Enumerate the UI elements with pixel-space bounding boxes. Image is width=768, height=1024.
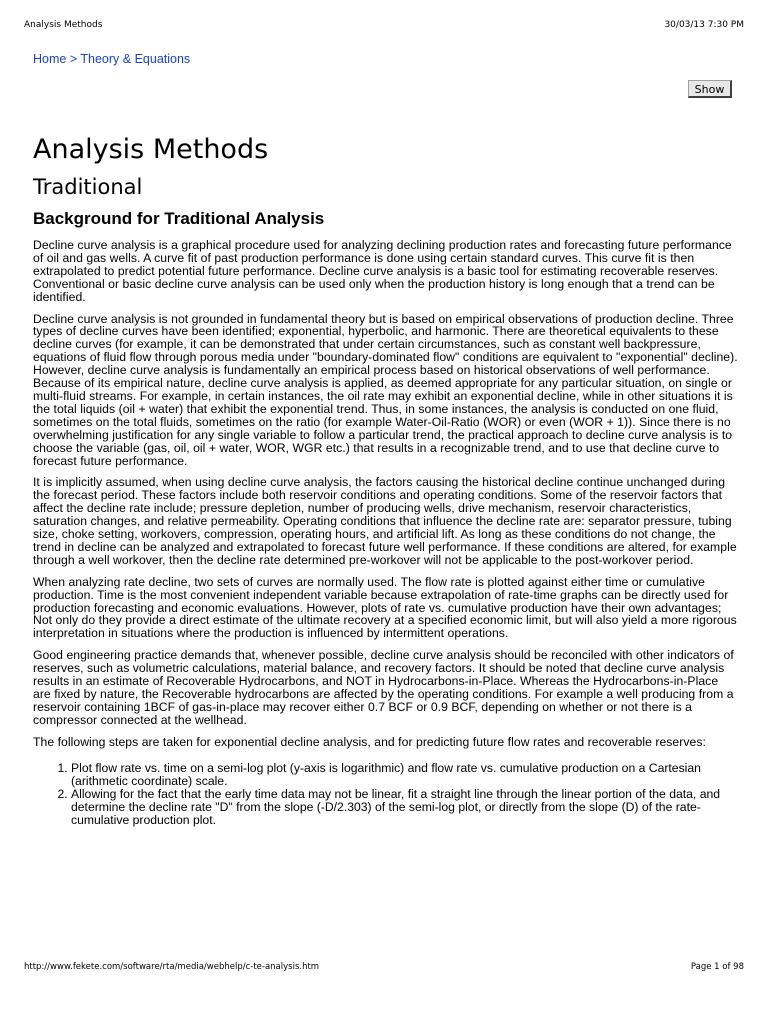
- list-item: 2. Allowing for the fact that the early time data may not be linear, fit a straight line through the linear portion of the data, and determine the decline rate "D" from the slope (-D/2.303) of the semi-log plot, or directly from the slope (D) of the rate-cumulative production plot.: [71, 788, 739, 827]
- print-header: [24, 20, 744, 30]
- section-title: Traditional: [33, 175, 143, 199]
- paragraph: Decline curve analysis is a graphical procedure used for analyzing declining production rates and forecasting future performance of oil and gas wells. A curve fit of past production performance is done using certain standard curves. This curve fit is then extrapolated to predict potential future performance. Decline curve analysis is a basic tool for estimating recoverable reserves. Conventional or basic decline curve analysis can be used only when the production history is long enough that a trend can be identified.: [33, 238, 732, 304]
- main-content: [33, 134, 739, 828]
- breadcrumb-separator: >: [69, 52, 78, 66]
- list-item: 1. Plot flow rate vs. time on a semi-log plot (y-axis is logarithmic) and flow rate vs. cumulative production on a Cartesian (arithmetic coordinate) scale.: [71, 762, 739, 788]
- breadcrumb-home-link[interactable]: Home: [33, 52, 67, 66]
- paragraph: When analyzing rate decline, two sets of curves are normally used. The flow rate is plotted against either time or cumulative production. Time is the most convenient independent variable because extrapolation of rate-time graphs can be directly used for production forecasting and economic evaluations. However, plots of rate vs. cumulative production have their own advantages; Not only do they provide a direct estimate of the ultimate recovery at a specified economic limit, but will also yield a more rigorous interpretation in situations where the production is influenced by intermittent operations.: [33, 574, 737, 641]
- steps-list: [33, 762, 739, 828]
- footer-page-number: Page 1 of 98: [690, 962, 744, 972]
- paragraph: It is implicitly assumed, when using decline curve analysis, the factors causing the historical decline continue unchanged during the forecast period. These factors include both reservoir conditions and operating conditions. Some of the reservoir factors that affect the decline rate include; pressure depletion, number of producing wells, drive mechanism, reservoir characteristics, saturation changes, and relative permeability. Operating conditions that influence the decline rate are: separator pressure, tubing size, choke setting, workovers, compression, operating hours, and artificial lift. As long as these conditions do not change, the trend in decline can be analyzed and extrapolated to forecast future well performance. If these conditions are altered, for example through a well workover, then the decline rate determined pre-workover will not be applicable to the post-workover period.: [33, 475, 737, 567]
- footer-url: http://www.fekete.com/software/rta/media/webhelp/c-te-analysis.htm: [24, 962, 320, 972]
- subsection-title: Background for Traditional Analysis: [33, 209, 325, 228]
- page-title: Analysis Methods: [33, 134, 269, 165]
- breadcrumb: [33, 52, 190, 66]
- header-doc-title: Analysis Methods: [24, 20, 103, 30]
- print-footer: [24, 962, 744, 972]
- breadcrumb-theory-link[interactable]: Theory & Equations: [80, 52, 191, 66]
- show-button[interactable]: Show: [688, 80, 732, 98]
- header-datetime: 30/03/13 7:30 PM: [664, 20, 744, 30]
- paragraph: Decline curve analysis is not grounded in fundamental theory but is based on empirical observations of production decline. Three types of decline curves have been identified; exponential, hyperbolic, and harmonic. There are theoretical equivalents to these decline curves (for example, it can be demonstrated that under certain circumstances, such as constant well backpressure, equations of fluid flow through porous media under "boundary-dominated flow" conditions are equivalent to "exponential" decline). However, decline curve analysis is fundamentally an empirical process based on historical observations of well performance. Because of its empirical nature, decline curve analysis is applied, as deemed appropriate for any particular situation, on single or multi-fluid streams. For example, in certain instances, the oil rate may exhibit an exponential decline, while in other situations it is the total liquids (oil + water) that exhibit the exponential trend. Thus, in some instances, the analysis is conducted on one fluid, sometimes on the total fluids, sometimes on the ratio (for example Water-Oil-Ratio (WOR) or even (WOR + 1)). Since there is no overwhelming justification for any single variable to follow a particular trend, the practical approach to decline curve analysis is to choose the variable (gas, oil, oil + water, WOR, WGR etc.) that results in a recognizable trend, and to use that decline curve to forecast future performance.: [33, 311, 738, 468]
- paragraph: Good engineering practice demands that, whenever possible, decline curve analysis should be reconciled with other indicators of reserves, such as volumetric calculations, material balance, and recovery factors. It should be noted that decline curve analysis results in an estimate of Recoverable Hydrocarbons, and NOT in Hydrocarbons-in-Place. Whereas the Hydrocarbons-in-Place are fixed by nature, the Recoverable hydrocarbons are affected by the operating conditions. For example a well producing from a reservoir containing 1BCF of gas-in-place may recover either 0.7 BCF or 0.9 BCF, depending on whether or not there is a compressor connected at the wellhead.: [33, 648, 734, 727]
- paragraph: The following steps are taken for exponential decline analysis, and for predicting future flow rates and recoverable reserves:: [33, 734, 706, 749]
